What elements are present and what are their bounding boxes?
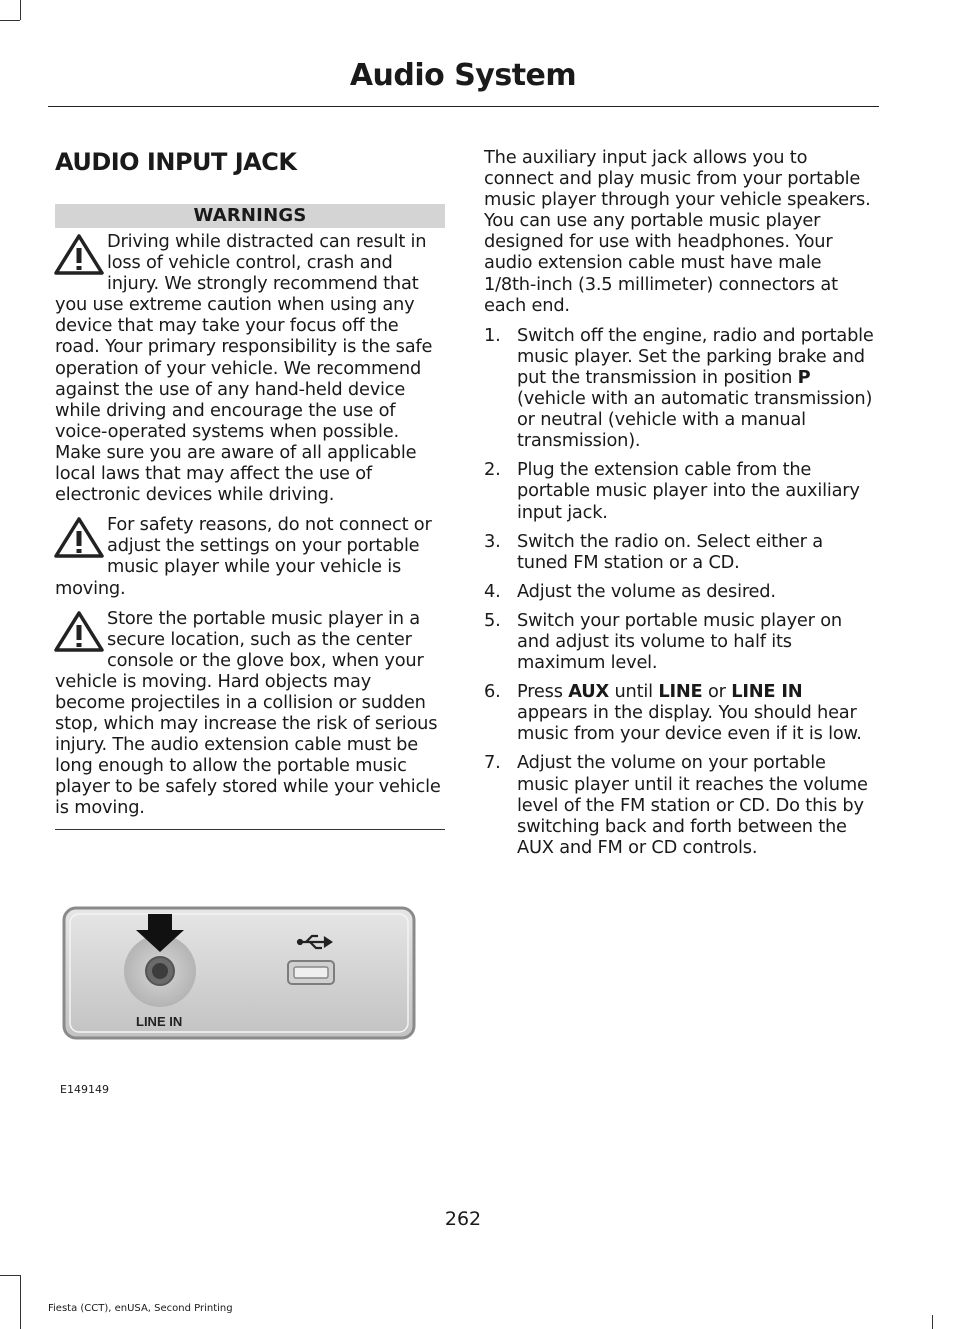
step-emphasis: LINE — [658, 681, 703, 703]
warnings-heading: WARNINGS — [55, 204, 445, 228]
intro-paragraph: The auxiliary input jack allows you to connect and play music from your portable music player through your vehicle speakers. You can use any portable music player designed for use with headphones. Your audio extension cable must have male 1/8th-inch (3.5 millimeter) connectors at each end. — [484, 147, 871, 316]
step-text — [517, 681, 876, 744]
step-text: Switch your portable music player on and adjust its volume to half its maximum level. — [517, 609, 842, 674]
warning-triangle-icon — [53, 516, 105, 560]
page-number: 262 — [444, 1208, 482, 1230]
warnings-end-rule — [55, 829, 445, 830]
step-text — [517, 325, 876, 452]
step-number: 2. — [484, 459, 501, 481]
step-text-part: Press — [517, 681, 569, 703]
step-text-part: Switch off the engine, radio and portable music player. Set the parking brake and put the transmission in position — [517, 324, 874, 388]
step-number: 7. — [484, 752, 501, 774]
list-item — [484, 752, 876, 857]
step-number: 1. — [484, 324, 501, 346]
warning-text: Driving while distracted can result in loss of vehicle control, crash and injury. We strongly recommend that you use extreme caution when using any device that may take your focus off the road. Your primary responsibility is the safe operation of your vehicle. We recommend against the use of any hand-held device while driving and encourage the use of voice-operated systems when possible. Make sure you are aware of all applicable local laws that may affect the use of electronic devices while driving. — [55, 231, 433, 506]
section-title: AUDIO INPUT JACK — [55, 148, 297, 176]
step-number: 4. — [484, 580, 501, 602]
step-text: Adjust the volume as desired. — [517, 580, 776, 602]
audio-input-panel-illustration — [60, 900, 420, 1045]
list-item — [484, 459, 876, 522]
step-emphasis: AUX — [568, 681, 610, 703]
footer-text: Fiesta (CCT), enUSA, Second Printing — [48, 1303, 233, 1314]
list-item — [484, 581, 876, 602]
usb-port — [288, 961, 334, 984]
step-text-part: appears in the display. You should hear music from your device even if it is low. — [517, 702, 862, 745]
list-item — [484, 681, 876, 744]
warning-text: For safety reasons, do not connect or adjust the settings on your portable music player while your vehicle is moving. — [55, 514, 432, 599]
list-item — [484, 325, 876, 452]
step-text-part: or — [702, 681, 732, 703]
step-text: Switch the radio on. Select either a tuned FM station or a CD. — [517, 530, 823, 573]
warning-text: Store the portable music player in a secure location, such as the center console or the glove box, when your vehicle is moving. Hard objects may become projectiles in a collision or sudden stop, which may increase the risk of serious injury. The audio extension cable must be long enough to allow the portable music player to be safely stored while your vehicle is moving. — [55, 607, 441, 819]
step-number: 5. — [484, 609, 501, 631]
crop-mark — [932, 1315, 933, 1329]
figure-code: E149149 — [60, 1083, 109, 1096]
step-text-part: (vehicle with an automatic transmission) or neutral (vehicle with a manual transmission). — [517, 388, 873, 452]
step-number: 3. — [484, 530, 501, 552]
crop-mark — [20, 1275, 21, 1329]
step-emphasis: LINE IN — [731, 681, 803, 703]
warning-item — [55, 608, 445, 819]
page-header-title: Audio System — [349, 58, 577, 93]
line-in-label: LINE IN — [136, 1014, 183, 1029]
step-text: Plug the extension cable from the portable music player into the auxiliary input jack. — [517, 459, 860, 523]
list-item — [484, 531, 876, 573]
crop-mark — [0, 1275, 20, 1276]
step-emphasis: P — [797, 366, 811, 388]
list-item — [484, 610, 876, 673]
step-text-part: until — [609, 681, 659, 703]
warning-item — [55, 231, 445, 505]
header-rule — [48, 106, 879, 107]
step-text: Adjust the volume on your portable music player until it reaches the volume level of the FM station or CD. Do this by switching back and forth between the AUX and FM or CD controls. — [517, 752, 868, 858]
step-number: 6. — [484, 681, 501, 703]
warning-triangle-icon — [53, 610, 105, 654]
warning-triangle-icon — [53, 233, 105, 277]
right-column — [484, 147, 876, 866]
crop-mark — [20, 0, 21, 20]
left-column — [55, 146, 445, 830]
warning-item — [55, 514, 445, 598]
crop-mark — [0, 20, 20, 21]
